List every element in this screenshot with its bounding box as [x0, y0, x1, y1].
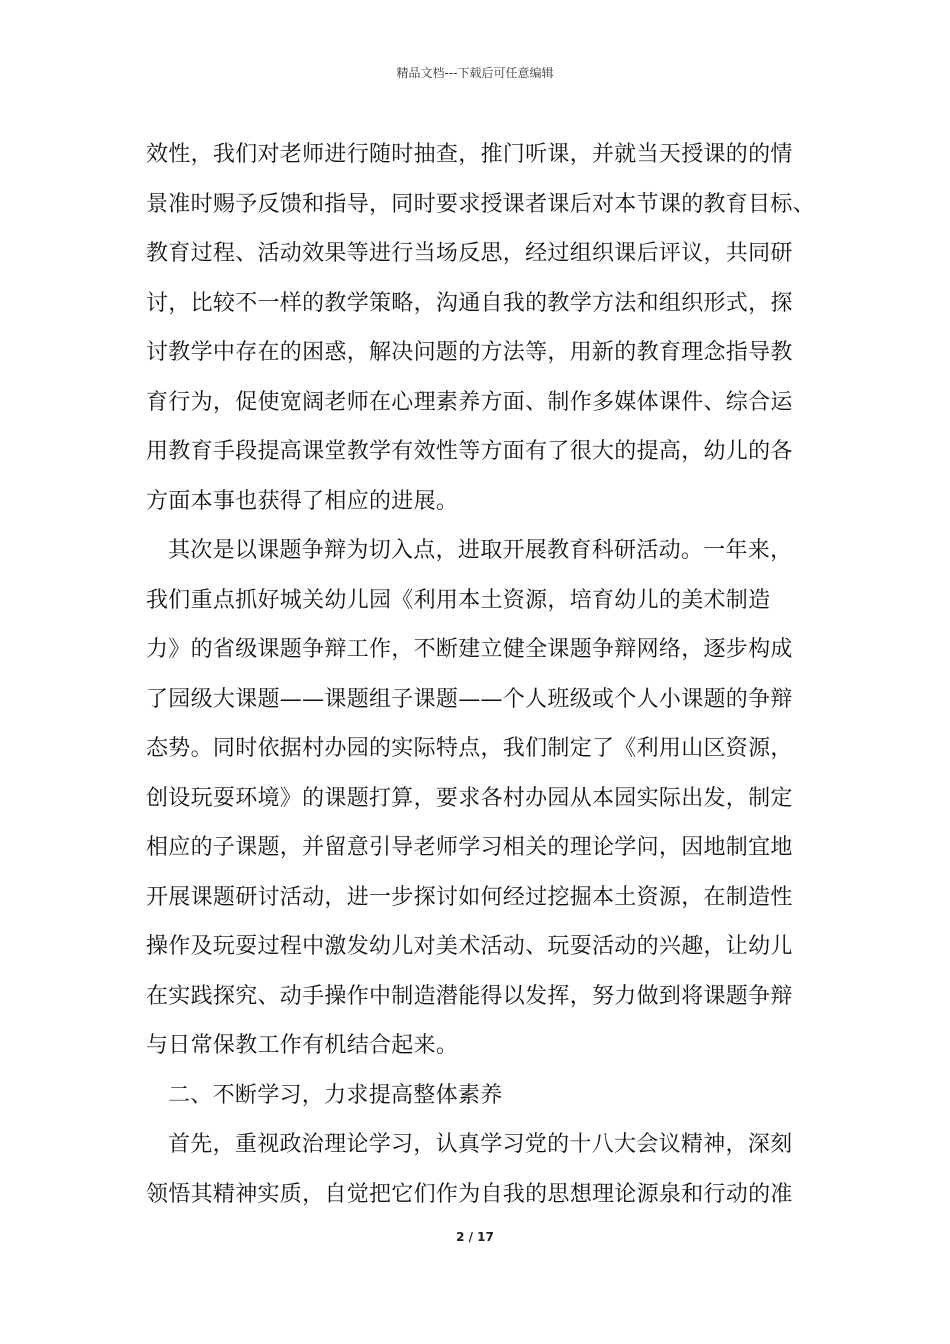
text-line: 讨，比较不一样的教学策略，沟通自我的教学方法和组织形式，探	[146, 290, 793, 316]
text-line: 育行为，促使宽阔老师在心理素养方面、制作多媒体课件、综合运	[146, 389, 793, 415]
text-line: 效性，我们对老师进行随时抽查，推门听课，并就当天授课的的情	[146, 142, 793, 167]
text-line: 方面本事也获得了相应的进展。	[146, 488, 459, 514]
text-line: 与日常保教工作有机结合起来。	[146, 1033, 459, 1058]
text-line: 了园级大课题——课题组子课题——个人班级或个人小课题的争辩	[146, 686, 793, 712]
text-line: 在实践探究、动手操作中制造潜能得以发挥，努力做到将课题争辩	[146, 983, 793, 1009]
paragraph-start-line: 其次是以课题争辩为切入点，进取开展教育科研活动。一年来，	[168, 538, 793, 563]
text-line: 相应的子课题，并留意引导老师学习相关的理论学问，因地制宜地	[146, 835, 793, 860]
paragraph-start-line: 首先，重视政治理论学习，认真学习党的十八大会议精神，深刻	[168, 1132, 793, 1157]
text-line: 讨教学中存在的困惑，解决问题的方法等，用新的教育理念指导教	[146, 340, 793, 365]
text-line: 态势。同时依据村办园的实际特点，我们制定了《利用山区资源，	[146, 736, 793, 761]
page-indicator: 2 / 17	[456, 1230, 494, 1244]
text-line: 景准时赐予反馈和指导，同时要求授课者课后对本节课的教育目标、	[146, 191, 816, 217]
text-line: 我们重点抓好城关幼儿园《利用本土资源，培育幼儿的美术制造	[146, 587, 771, 613]
text-line: 力》的省级课题争辩工作，不断建立健全课题争辩网络，逐步构成	[146, 637, 793, 662]
document-body	[146, 130, 816, 1219]
text-line: 领悟其精神实质，自觉把它们作为自我的思想理论源泉和行动的准	[146, 1181, 793, 1207]
text-line: 开展课题研讨活动，进一步探讨如何经过挖掘本土资源，在制造性	[146, 884, 793, 910]
page-header: 精品文档---下载后可任意编辑	[396, 66, 554, 80]
text-line: 教育过程、活动效果等进行当场反思，经过组织课后评议，共同研	[146, 241, 793, 266]
text-line: 操作及玩耍过程中激发幼儿对美术活动、玩耍活动的兴趣，让幼儿	[146, 934, 793, 959]
text-line: 创设玩耍环境》的课题打算，要求各村办园从本园实际出发，制定	[146, 785, 793, 811]
section-heading: 二、不断学习，力求提高整体素养	[168, 1082, 503, 1108]
text-line: 用教育手段提高课堂教学有效性等方面有了很大的提高，幼儿的各	[146, 439, 793, 464]
